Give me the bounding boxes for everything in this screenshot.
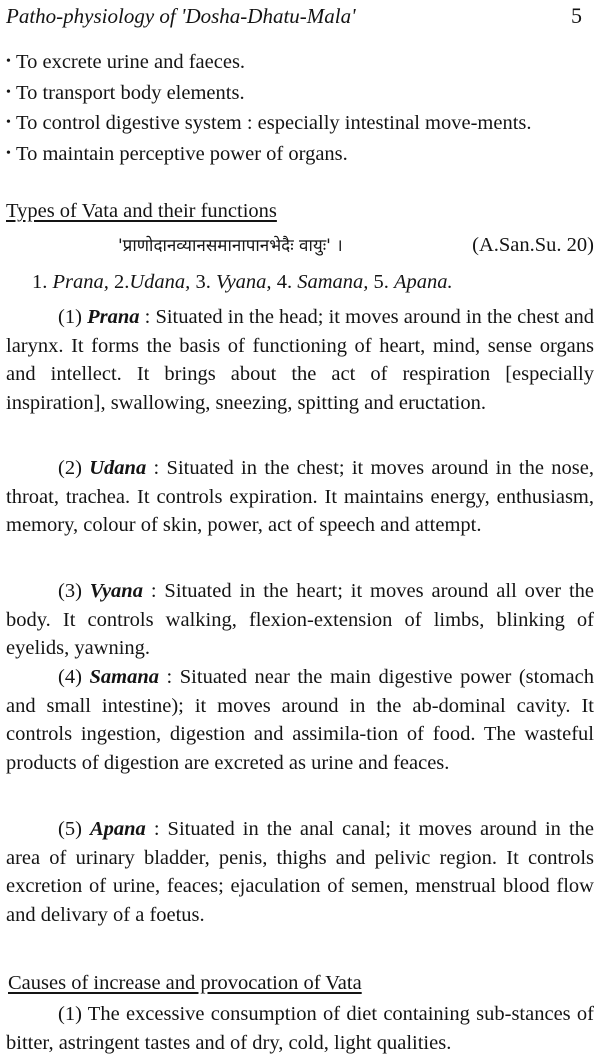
vata-type-name: Samana,: [297, 271, 369, 293]
paragraph-number: (3): [58, 580, 82, 602]
paragraph-text: : Situated near the main digestive power (stomach and small intestine); it moves around in the ab-dominal cavity. It controls ingestion, digestion and assimila-tion of food. The wasteful products of digestion are excreted as urine and feaces.: [6, 666, 595, 774]
vata-list-number: 3.: [195, 271, 211, 293]
bullet-dot-icon: •: [6, 54, 11, 69]
paragraph-number: (4): [58, 666, 82, 688]
vata-list-number: 2.: [114, 271, 130, 293]
vata-type-name: Apana.: [394, 271, 453, 293]
bullet-dot-icon: •: [6, 145, 11, 161]
vata-type-name: Prana,: [52, 271, 109, 293]
vata-term: Samana: [89, 666, 159, 688]
page-number: 5: [571, 3, 582, 28]
vata-list-number: 5.: [373, 271, 389, 293]
paragraph-text: (1) The excessive consumption of diet containing sub-stances of bitter, astringent tastes and of dry, cold, light qualities.: [6, 1003, 594, 1054]
vata-list-number: 4.: [276, 271, 293, 293]
paragraph-apana: [6, 815, 594, 929]
paragraph-number: (5): [58, 818, 82, 840]
vata-type-name: Vyana,: [215, 271, 272, 293]
bullet-text: To control digestive system : especially intestinal move-ments.: [16, 112, 532, 134]
list-item: [6, 109, 594, 138]
paragraph-cause-1: [6, 1000, 594, 1057]
vata-term: Vyana: [89, 580, 143, 602]
section-heading-causes-of-vata: Causes of increase and provocation of Vata: [8, 972, 362, 994]
vata-type-name: Udana,: [129, 271, 191, 293]
vata-term: Udana: [89, 457, 147, 479]
paragraph-vyana: [6, 577, 594, 663]
paragraph-text: : Situated in the head; it moves around in the chest and larynx. It forms the basis of functioning of heart, mind, sense organs and intellect. It brings about the act of respiration [especially inspiration], swallowing, sneezing, spitting and eructation.: [6, 306, 594, 414]
verse-reference: (A.San.Su. 20): [472, 234, 594, 256]
list-item: [6, 140, 594, 169]
bullet-text: To transport body elements.: [16, 81, 245, 104]
paragraph-number: (1): [58, 306, 82, 328]
sanskrit-verse: 'प्राणोदानव्यानसमानापानभेदैः वायुः' ।: [118, 236, 343, 256]
running-head-title: Patho-physiology of 'Dosha-Dhatu-Mala': [6, 4, 356, 28]
vata-term: Prana: [87, 306, 140, 328]
vata-types-list: [32, 268, 453, 296]
paragraph-number: (2): [58, 457, 82, 479]
paragraph-samana: [6, 663, 594, 777]
vata-list-number: 1.: [32, 271, 48, 293]
vata-term: Apana: [89, 818, 146, 840]
bullet-list: [6, 48, 594, 170]
list-item: [6, 79, 594, 108]
bullet-dot-icon: •: [6, 84, 11, 100]
paragraph-text: : Situated in the heart; it moves around all over the body. It controls walking, flexion-extension of limbs, blinking of eyelids, yawning.: [6, 580, 594, 660]
section-heading-types-of-vata: Types of Vata and their functions: [6, 200, 277, 222]
paragraph-prana: [6, 303, 594, 417]
bullet-text: To maintain perceptive power of organs.: [16, 142, 348, 165]
bullet-text: To excrete urine and faeces.: [16, 51, 246, 73]
paragraph-text: : Situated in the chest; it moves around in the nose, throat, trachea. It controls expiration. It maintains energy, enthusiasm, memory, colour of skin, power, act of speech and attempt.: [6, 457, 595, 537]
paragraph-text: : Situated in the anal canal; it moves around in the area of urinary bladder, penis, thighs and pelivic region. It controls excretion of urine, feaces; ejaculation of semen, menstrual blood flow and delivary of a foetus.: [6, 818, 595, 926]
list-item: [6, 48, 594, 77]
bullet-dot-icon: •: [6, 115, 11, 130]
paragraph-udana: [6, 454, 594, 540]
